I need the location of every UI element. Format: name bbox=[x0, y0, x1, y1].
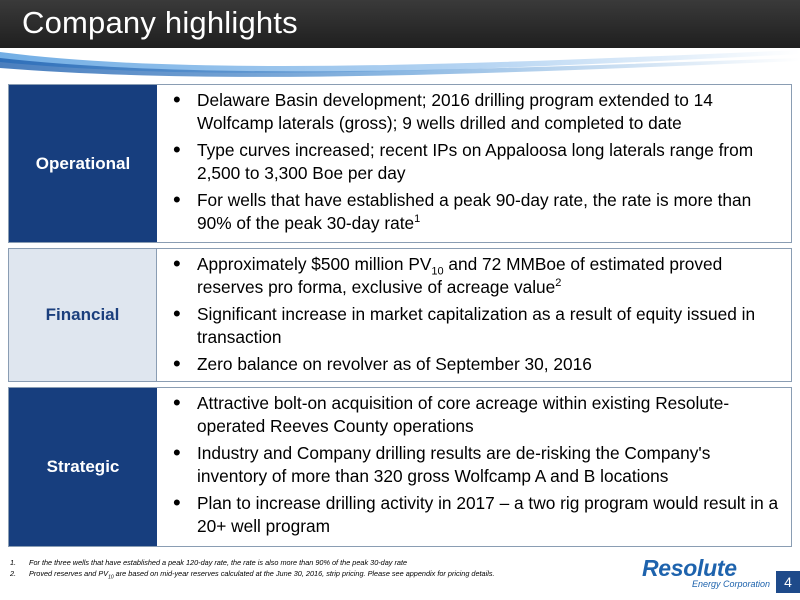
slide-header bbox=[0, 0, 800, 48]
strategic-label: Strategic bbox=[9, 388, 157, 546]
page-number: 4 bbox=[776, 571, 800, 593]
list-item: • Delaware Basin development; 2016 drilling program extended to 14 Wolfcamp laterals (gross); 9 wells drilled and completed to date bbox=[167, 89, 783, 135]
list-item: • Plan to increase drilling activity in 2017 – a two rig program would result in a 20+ well program bbox=[167, 492, 783, 538]
company-logo bbox=[642, 555, 770, 591]
list-item: • Industry and Company drilling results are de-risking the Company's inventory of more than 320 gross Wolfcamp A and B locations bbox=[167, 442, 783, 488]
page-title: Company highlights bbox=[22, 5, 298, 40]
logo-subtitle: Energy Corporation bbox=[691, 579, 770, 589]
logo-brand: Resolute bbox=[642, 555, 737, 581]
financial-section bbox=[8, 248, 792, 382]
list-item: • Significant increase in market capitalization as a result of equity issued in transaction bbox=[167, 303, 783, 349]
operational-bullets bbox=[167, 89, 783, 239]
financial-label: Financial bbox=[9, 249, 157, 381]
list-item: • For wells that have established a peak 90-day rate, the rate is more than 90% of the peak 30-day rate$^1$ bbox=[167, 189, 783, 235]
footnote: 2. Proved reserves and $PV_{10}$ are based on mid-year reserves calculated at the June 30, 2016, strip pricing. Please see appendix for pricing details. bbox=[10, 569, 495, 581]
strategic-section bbox=[8, 387, 792, 547]
footnote: 1. For the three wells that have established a peak 120-day rate, the rate is also more than 90% of the peak 30-day rate bbox=[10, 558, 408, 567]
list-item: • Approximately $500 million $PV_{10}$ and 72 MMBoe of estimated proved reserves pro forma, exclusive of acreage value$^2$ bbox=[167, 253, 783, 299]
financial-bullets bbox=[167, 253, 783, 380]
operational-section bbox=[8, 84, 792, 243]
strategic-bullets bbox=[167, 392, 783, 542]
footnotes bbox=[10, 557, 630, 579]
operational-label: Operational bbox=[9, 85, 157, 242]
list-item: • Attractive bolt-on acquisition of core acreage within existing Resolute-operated Reeves County operations bbox=[167, 392, 783, 438]
list-item: • Zero balance on revolver as of September 30, 2016 bbox=[167, 353, 783, 376]
header-swoosh-decoration bbox=[0, 48, 800, 84]
list-item: • Type curves increased; recent IPs on Appaloosa long laterals range from 2,500 to 3,300 Boe per day bbox=[167, 139, 783, 185]
